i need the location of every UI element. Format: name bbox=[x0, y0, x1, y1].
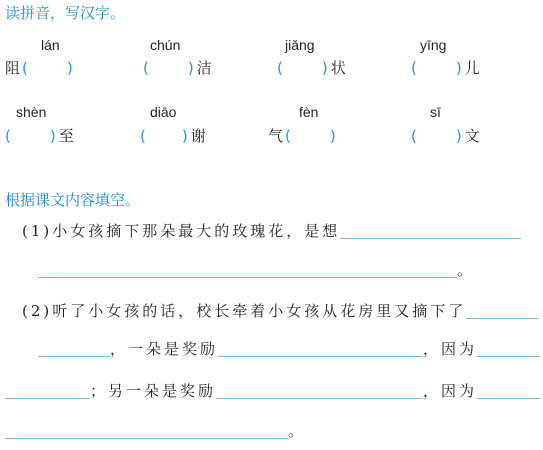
question-2-line-2 bbox=[38, 339, 540, 363]
answer-blank[interactable] bbox=[216, 384, 423, 399]
given-character: 儿 bbox=[464, 59, 480, 77]
question-1-line-1 bbox=[22, 221, 521, 245]
close-parenthesis: ) bbox=[181, 127, 188, 145]
word-item bbox=[143, 59, 212, 77]
question-text: ；另一朵是奖励 bbox=[90, 382, 217, 400]
question-2-line-3 bbox=[5, 381, 540, 405]
question-text: ，因为 bbox=[423, 382, 478, 400]
close-parenthesis: ) bbox=[187, 59, 194, 77]
answer-blank[interactable] bbox=[5, 384, 90, 399]
open-parenthesis: ( bbox=[5, 127, 11, 145]
answer-blank[interactable] bbox=[146, 127, 182, 141]
question-text: ，因为 bbox=[423, 340, 478, 358]
open-parenthesis: ( bbox=[411, 59, 417, 77]
answer-blank[interactable] bbox=[477, 342, 540, 357]
given-character: 至 bbox=[58, 127, 74, 145]
answer-blank[interactable] bbox=[28, 59, 67, 73]
open-parenthesis: ( bbox=[22, 59, 28, 77]
pinyin-label: diāo bbox=[150, 104, 177, 120]
answer-blank[interactable] bbox=[283, 59, 322, 73]
open-parenthesis: ( bbox=[143, 59, 149, 77]
open-parenthesis: ( bbox=[285, 127, 291, 145]
pinyin-label: yīng bbox=[420, 37, 447, 53]
answer-blank[interactable] bbox=[218, 342, 423, 357]
given-character: 气 bbox=[268, 127, 284, 145]
word-item bbox=[411, 59, 480, 77]
close-parenthesis: ) bbox=[329, 127, 336, 145]
word-item bbox=[411, 127, 480, 145]
given-character: 文 bbox=[464, 127, 480, 145]
close-parenthesis: ) bbox=[49, 127, 56, 145]
sentence-end: 。 bbox=[288, 422, 307, 440]
close-parenthesis: ) bbox=[66, 59, 73, 77]
answer-blank[interactable] bbox=[417, 127, 456, 141]
answer-blank[interactable] bbox=[38, 342, 110, 357]
answer-blank[interactable] bbox=[417, 59, 456, 73]
section-heading-fill-in: 根据课文内容填空。 bbox=[5, 191, 141, 209]
word-item bbox=[268, 127, 336, 145]
pinyin-label: fèn bbox=[299, 104, 319, 120]
question-text: ，一朵是奖励 bbox=[110, 340, 219, 358]
close-parenthesis: ) bbox=[321, 59, 328, 77]
question-2-line-4 bbox=[5, 421, 343, 445]
word-item bbox=[277, 59, 346, 77]
pinyin-label: jiǎng bbox=[285, 37, 315, 53]
answer-blank[interactable] bbox=[340, 224, 521, 239]
word-item bbox=[140, 127, 206, 145]
answer-blank[interactable] bbox=[38, 263, 457, 278]
question-1-line-2 bbox=[38, 260, 475, 284]
given-character: 谢 bbox=[190, 127, 206, 145]
answer-blank[interactable] bbox=[477, 384, 540, 399]
answer-blank[interactable] bbox=[5, 424, 288, 439]
open-parenthesis: ( bbox=[277, 59, 283, 77]
answer-blank[interactable] bbox=[11, 127, 50, 141]
word-item bbox=[5, 127, 74, 145]
word-item bbox=[5, 59, 73, 77]
given-character: 状 bbox=[330, 59, 346, 77]
question-2-line-1 bbox=[22, 301, 538, 325]
pinyin-label: sī bbox=[430, 104, 441, 120]
answer-blank[interactable] bbox=[466, 304, 538, 319]
open-parenthesis: ( bbox=[140, 127, 146, 145]
close-parenthesis: ) bbox=[455, 127, 462, 145]
pinyin-label: lán bbox=[41, 37, 60, 53]
open-parenthesis: ( bbox=[411, 127, 417, 145]
question-text: (2)听了小女孩的话，校长牵着小女孩从花房里又摘下了 bbox=[22, 302, 467, 320]
answer-blank[interactable] bbox=[149, 59, 188, 73]
pinyin-label: shèn bbox=[16, 104, 47, 120]
pinyin-label: chún bbox=[150, 37, 181, 53]
sentence-end: 。 bbox=[456, 261, 475, 279]
given-character: 阻 bbox=[5, 59, 21, 77]
section-heading-pinyin: 读拼音，写汉字。 bbox=[5, 4, 126, 22]
question-text: (1)小女孩摘下那朵最大的玫瑰花，是想 bbox=[22, 222, 341, 240]
given-character: 洁 bbox=[196, 59, 212, 77]
close-parenthesis: ) bbox=[455, 59, 462, 77]
answer-blank[interactable] bbox=[291, 127, 330, 141]
